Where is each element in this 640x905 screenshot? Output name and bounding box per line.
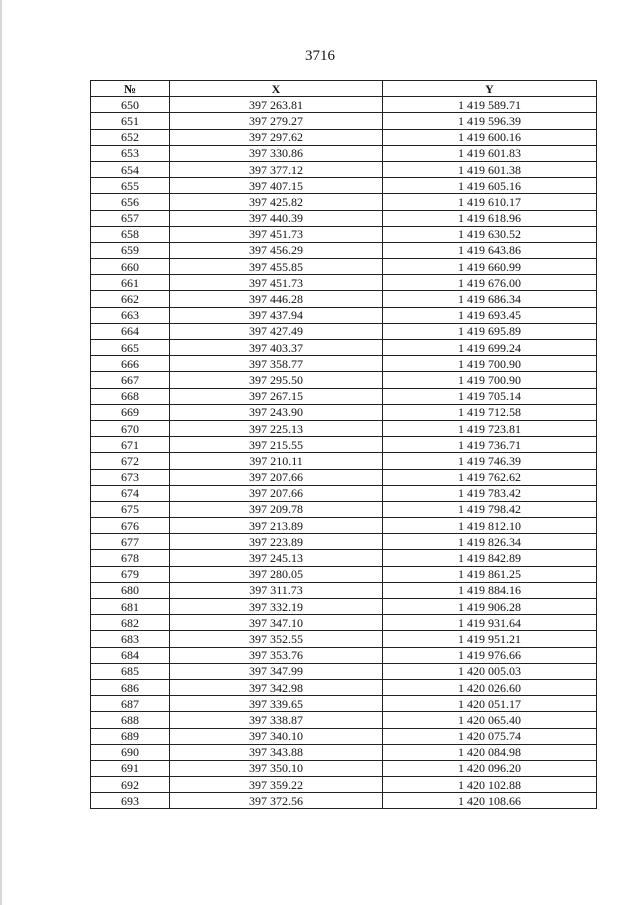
cell-y: 1 419 861.25	[383, 566, 597, 582]
table-row	[91, 518, 597, 534]
cell-number: 683	[91, 631, 170, 647]
cell-y: 1 419 931.64	[383, 615, 597, 631]
cell-y: 1 420 065.40	[383, 712, 597, 728]
cell-x: 397 377.12	[170, 161, 383, 177]
cell-y: 1 419 826.34	[383, 534, 597, 550]
table-row	[91, 420, 597, 436]
table-row	[91, 145, 597, 161]
cell-x: 397 446.28	[170, 291, 383, 307]
table-row	[91, 113, 597, 129]
cell-x: 397 215.55	[170, 437, 383, 453]
cell-x: 397 347.10	[170, 615, 383, 631]
table-row	[91, 275, 597, 291]
cell-number: 674	[91, 485, 170, 501]
table-row	[91, 259, 597, 275]
cell-number: 686	[91, 679, 170, 695]
cell-number: 687	[91, 696, 170, 712]
table-row	[91, 501, 597, 517]
cell-x: 397 347.99	[170, 663, 383, 679]
cell-x: 397 207.66	[170, 485, 383, 501]
cell-number: 671	[91, 437, 170, 453]
cell-x: 397 311.73	[170, 582, 383, 598]
cell-number: 682	[91, 615, 170, 631]
cell-number: 665	[91, 340, 170, 356]
table-row	[91, 712, 597, 728]
cell-y: 1 419 884.16	[383, 582, 597, 598]
table-row	[91, 453, 597, 469]
table-row	[91, 534, 597, 550]
cell-number: 651	[91, 113, 170, 129]
table-row	[91, 679, 597, 695]
cell-x: 397 330.86	[170, 145, 383, 161]
table-row	[91, 340, 597, 356]
table-row	[91, 226, 597, 242]
table-row	[91, 323, 597, 339]
cell-x: 397 427.49	[170, 323, 383, 339]
table-row	[91, 97, 597, 113]
table-row	[91, 582, 597, 598]
cell-number: 655	[91, 178, 170, 194]
cell-x: 397 359.22	[170, 777, 383, 793]
cell-y: 1 419 700.90	[383, 372, 597, 388]
cell-number: 654	[91, 161, 170, 177]
scan-edge	[0, 0, 2, 905]
table-row	[91, 777, 597, 793]
cell-x: 397 338.87	[170, 712, 383, 728]
cell-y: 1 419 596.39	[383, 113, 597, 129]
cell-x: 397 210.11	[170, 453, 383, 469]
cell-x: 397 353.76	[170, 647, 383, 663]
cell-x: 397 440.39	[170, 210, 383, 226]
cell-number: 661	[91, 275, 170, 291]
cell-y: 1 420 026.60	[383, 679, 597, 695]
cell-number: 650	[91, 97, 170, 113]
cell-x: 397 340.10	[170, 728, 383, 744]
table-row	[91, 728, 597, 744]
table-row	[91, 566, 597, 582]
table-row	[91, 161, 597, 177]
table-row	[91, 242, 597, 258]
cell-number: 691	[91, 760, 170, 776]
cell-x: 397 295.50	[170, 372, 383, 388]
table-row	[91, 744, 597, 760]
cell-x: 397 297.62	[170, 129, 383, 145]
cell-x: 397 358.77	[170, 356, 383, 372]
cell-y: 1 419 618.96	[383, 210, 597, 226]
cell-number: 679	[91, 566, 170, 582]
cell-number: 680	[91, 582, 170, 598]
cell-number: 659	[91, 242, 170, 258]
table-row	[91, 388, 597, 404]
page-number: 3716	[305, 48, 335, 64]
cell-y: 1 420 084.98	[383, 744, 597, 760]
cell-y: 1 419 605.16	[383, 178, 597, 194]
table-row	[91, 194, 597, 210]
cell-x: 397 403.37	[170, 340, 383, 356]
cell-y: 1 419 736.71	[383, 437, 597, 453]
table-row	[91, 485, 597, 501]
cell-y: 1 419 610.17	[383, 194, 597, 210]
table-header	[91, 81, 597, 97]
cell-x: 397 352.55	[170, 631, 383, 647]
table-row	[91, 696, 597, 712]
coordinates-table	[90, 80, 597, 809]
cell-number: 652	[91, 129, 170, 145]
cell-number: 672	[91, 453, 170, 469]
table-row	[91, 437, 597, 453]
cell-y: 1 419 976.66	[383, 647, 597, 663]
cell-number: 684	[91, 647, 170, 663]
cell-number: 693	[91, 793, 170, 809]
cell-y: 1 420 051.17	[383, 696, 597, 712]
cell-y: 1 419 842.89	[383, 550, 597, 566]
cell-y: 1 419 630.52	[383, 226, 597, 242]
cell-number: 676	[91, 518, 170, 534]
table-row	[91, 356, 597, 372]
cell-y: 1 419 601.38	[383, 161, 597, 177]
cell-number: 689	[91, 728, 170, 744]
table-row	[91, 210, 597, 226]
table-row	[91, 307, 597, 323]
cell-x: 397 332.19	[170, 599, 383, 615]
cell-number: 663	[91, 307, 170, 323]
cell-number: 660	[91, 259, 170, 275]
cell-number: 670	[91, 420, 170, 436]
cell-x: 397 350.10	[170, 760, 383, 776]
table-body	[91, 97, 597, 809]
cell-y: 1 419 676.00	[383, 275, 597, 291]
cell-x: 397 451.73	[170, 275, 383, 291]
cell-y: 1 419 712.58	[383, 404, 597, 420]
cell-y: 1 420 005.03	[383, 663, 597, 679]
cell-x: 397 451.73	[170, 226, 383, 242]
table-row	[91, 178, 597, 194]
table-row	[91, 291, 597, 307]
cell-x: 397 407.15	[170, 178, 383, 194]
cell-y: 1 419 686.34	[383, 291, 597, 307]
cell-number: 658	[91, 226, 170, 242]
table-row	[91, 663, 597, 679]
cell-number: 669	[91, 404, 170, 420]
cell-x: 397 342.98	[170, 679, 383, 695]
cell-x: 397 263.81	[170, 97, 383, 113]
cell-x: 397 267.15	[170, 388, 383, 404]
cell-number: 692	[91, 777, 170, 793]
cell-y: 1 419 762.62	[383, 469, 597, 485]
cell-y: 1 419 783.42	[383, 485, 597, 501]
table-row	[91, 760, 597, 776]
table-row	[91, 615, 597, 631]
cell-y: 1 419 700.90	[383, 356, 597, 372]
cell-number: 664	[91, 323, 170, 339]
cell-y: 1 420 102.88	[383, 777, 597, 793]
cell-y: 1 419 705.14	[383, 388, 597, 404]
header-number: №	[91, 81, 170, 97]
cell-number: 675	[91, 501, 170, 517]
cell-number: 653	[91, 145, 170, 161]
cell-y: 1 419 589.71	[383, 97, 597, 113]
cell-number: 690	[91, 744, 170, 760]
cell-y: 1 419 798.42	[383, 501, 597, 517]
cell-y: 1 419 600.16	[383, 129, 597, 145]
table-row	[91, 599, 597, 615]
cell-y: 1 420 096.20	[383, 760, 597, 776]
cell-x: 397 456.29	[170, 242, 383, 258]
table-row	[91, 793, 597, 809]
cell-x: 397 279.27	[170, 113, 383, 129]
cell-number: 681	[91, 599, 170, 615]
cell-y: 1 419 693.45	[383, 307, 597, 323]
header-row	[91, 81, 597, 97]
cell-x: 397 339.65	[170, 696, 383, 712]
cell-x: 397 243.90	[170, 404, 383, 420]
cell-number: 677	[91, 534, 170, 550]
table-row	[91, 647, 597, 663]
cell-y: 1 419 643.86	[383, 242, 597, 258]
cell-y: 1 419 601.83	[383, 145, 597, 161]
cell-y: 1 419 746.39	[383, 453, 597, 469]
header-x: X	[170, 81, 383, 97]
cell-number: 678	[91, 550, 170, 566]
cell-y: 1 420 075.74	[383, 728, 597, 744]
cell-x: 397 425.82	[170, 194, 383, 210]
cell-number: 667	[91, 372, 170, 388]
cell-x: 397 209.78	[170, 501, 383, 517]
table-row	[91, 129, 597, 145]
table-row	[91, 631, 597, 647]
cell-y: 1 419 695.89	[383, 323, 597, 339]
cell-number: 662	[91, 291, 170, 307]
cell-y: 1 419 812.10	[383, 518, 597, 534]
cell-y: 1 419 723.81	[383, 420, 597, 436]
cell-x: 397 213.89	[170, 518, 383, 534]
cell-number: 668	[91, 388, 170, 404]
cell-number: 657	[91, 210, 170, 226]
cell-x: 397 455.85	[170, 259, 383, 275]
cell-number: 673	[91, 469, 170, 485]
cell-x: 397 437.94	[170, 307, 383, 323]
header-y: Y	[383, 81, 597, 97]
table-row	[91, 469, 597, 485]
cell-y: 1 419 951.21	[383, 631, 597, 647]
cell-x: 397 225.13	[170, 420, 383, 436]
cell-y: 1 419 699.24	[383, 340, 597, 356]
cell-y: 1 419 906.28	[383, 599, 597, 615]
cell-x: 397 207.66	[170, 469, 383, 485]
cell-x: 397 245.13	[170, 550, 383, 566]
cell-number: 688	[91, 712, 170, 728]
cell-y: 1 420 108.66	[383, 793, 597, 809]
table-row	[91, 550, 597, 566]
cell-y: 1 419 660.99	[383, 259, 597, 275]
cell-x: 397 223.89	[170, 534, 383, 550]
cell-number: 666	[91, 356, 170, 372]
cell-number: 685	[91, 663, 170, 679]
cell-x: 397 372.56	[170, 793, 383, 809]
table-row	[91, 372, 597, 388]
cell-x: 397 280.05	[170, 566, 383, 582]
cell-x: 397 343.88	[170, 744, 383, 760]
table-row	[91, 404, 597, 420]
cell-number: 656	[91, 194, 170, 210]
